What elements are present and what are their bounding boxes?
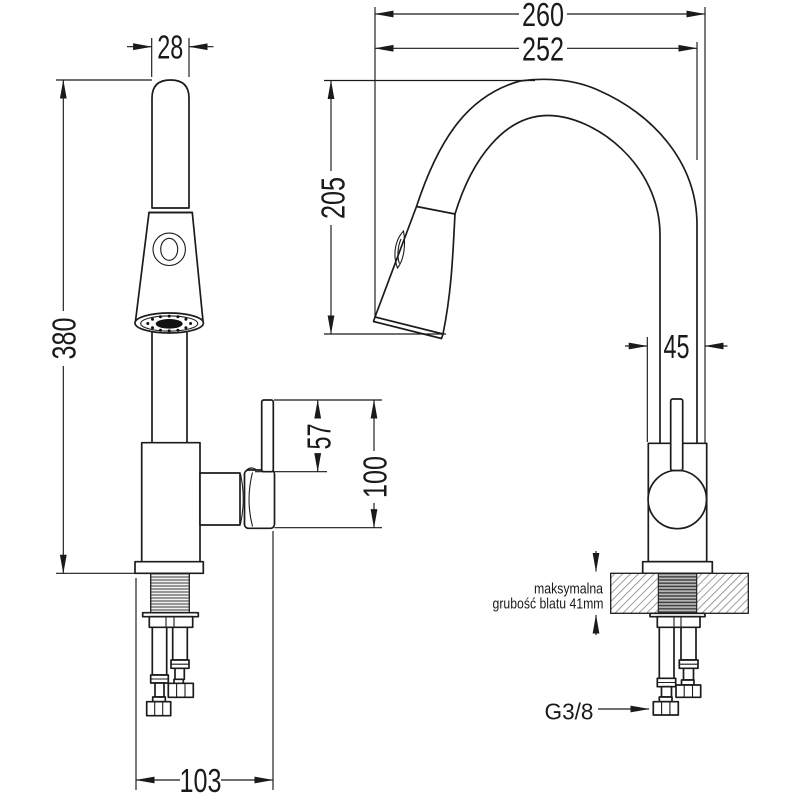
side-flange <box>643 562 713 574</box>
front-spray-head <box>136 213 204 322</box>
counter-note-line2: grubość blatu 41mm <box>492 595 604 613</box>
side-ball-joint <box>648 470 706 528</box>
front-hub-bead-1 <box>241 474 244 524</box>
front-threaded-shank <box>151 573 190 613</box>
dim-base-depth: 103 <box>179 762 222 799</box>
side-spout-inner <box>455 115 660 443</box>
side-thread-through-counter <box>658 573 696 613</box>
dim-spout-reach: 252 <box>522 30 564 68</box>
front-spout-tube <box>152 80 189 208</box>
side-mount-nut <box>657 617 700 628</box>
side-lever <box>671 399 683 471</box>
side-spray-head <box>375 207 455 335</box>
side-spout-outer <box>417 79 698 443</box>
front-lever <box>262 400 274 472</box>
dim-handle-span: 100 <box>356 442 394 498</box>
front-hoses <box>147 627 194 715</box>
counter-note-line1: maksymalna <box>534 580 604 598</box>
front-dimensions <box>46 29 394 800</box>
dim-spout-height: 205 <box>314 163 352 219</box>
dim-total-reach: 260 <box>522 0 564 33</box>
connection-thread-label: G3/8 <box>544 698 594 725</box>
front-spray-nozzle <box>156 319 183 329</box>
side-hoses <box>653 627 700 715</box>
dim-total-height: 380 <box>45 304 83 360</box>
front-handle-hub <box>200 473 240 525</box>
front-body <box>142 443 200 562</box>
front-mount-nut <box>149 617 192 628</box>
dim-handle-top-offset: 57 <box>300 412 338 450</box>
front-flange <box>135 562 203 574</box>
dim-body-width: 45 <box>663 328 690 365</box>
side-view <box>374 79 749 715</box>
dim-spout-width: 28 <box>157 28 184 66</box>
front-view <box>135 80 275 716</box>
